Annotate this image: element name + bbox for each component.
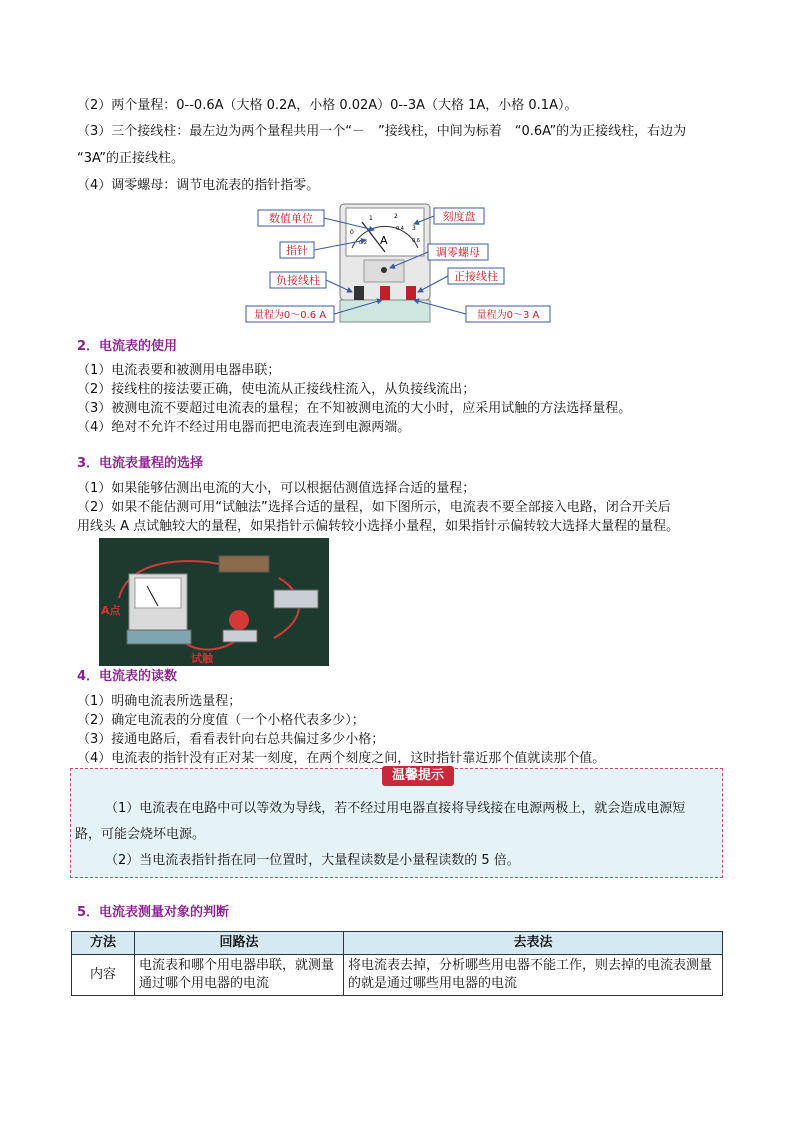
ammeter-svg [244, 200, 554, 328]
label-trial-touch: 试触 [191, 652, 213, 665]
tip-line-1: （1）电流表在电路中可以等效为导线，若不经过用电器直接将导线接在电源两极上，就会造成电源短 [105, 801, 686, 816]
label-unit: 数值单位 [269, 212, 313, 225]
pos-terminal-large [406, 286, 416, 300]
label-scale: 刻度盘 [442, 210, 476, 223]
tick-6: 0.6 [412, 238, 420, 244]
table-header-row [72, 932, 723, 955]
terminal-text-cont: “3A”的正接线柱。 [77, 151, 185, 166]
usage-item-2: （2）接线柱的接法要正确，使电流从正接线柱流入，从负接线流出； [77, 382, 476, 397]
table-header: 去表法 [344, 932, 723, 955]
range-item-3: 用线头 A 点试触较大的量程，如果指针示偏转较小选择小量程，如果指针示偏转较大选择大量程的量程。 [77, 519, 680, 534]
label-range-large: 量程为0～3 A [476, 310, 540, 321]
terminal-text: （3）三个接线柱：最左边为两个量程共用一个“－ ”接线柱，中间为标着 “0.6A”的为正接线柱，右边为 [77, 124, 687, 139]
usage-item-3: （3）被测电流不要超过电流表的量程；在不知被测电流的大小时，应采用试触的方法选择量程。 [77, 401, 632, 416]
neg-terminal [354, 286, 364, 300]
warm-tip-title: 温馨提示 [382, 766, 454, 786]
trial-touch-circuit [99, 538, 329, 666]
table-cell: 电流表和哪个用电器串联，就测量通过哪个用电器的电流 [135, 955, 344, 996]
tip-line-3: （2）当电流表指针指在同一位置时，大量程读数是小量程读数的 5 倍。 [105, 853, 520, 868]
section-heading-target: 5．电流表测量对象的判断 [77, 905, 230, 920]
meter-base [340, 300, 430, 322]
range-text: （2）两个量程：0--0.6A（大格 0.2A，小格 0.02A）0--3A（大格 1A，小格 0.1A）。 [77, 98, 578, 113]
meter-dial [346, 208, 424, 256]
ammeter-diagram [244, 200, 554, 328]
section-heading-range: 3．电流表量程的选择 [77, 456, 204, 471]
circuit-battery [219, 556, 269, 572]
circuit-bulb [229, 610, 249, 630]
tick-2: 2 [394, 213, 398, 220]
tip-line-2: 路，可能会烧坏电源。 [75, 827, 206, 842]
range-item-2: （2）如果不能估测可用“试触法”选择合适的量程，如下图所示，电流表不要全部接入电路，闭合开关后 [77, 500, 671, 515]
circuit-switch [274, 590, 318, 608]
label-pointer: 指针 [286, 244, 308, 257]
reading-item-1: （1）明确电流表所选量程； [77, 694, 242, 709]
table-header: 方法 [72, 932, 135, 955]
tick-1: 1 [369, 215, 373, 222]
circuit-svg [99, 538, 329, 666]
section-heading-usage: 2．电流表的使用 [77, 339, 178, 354]
zero-nut-text: （4）调零螺母：调节电流表的指针指零。 [77, 178, 320, 193]
table-row-label: 内容 [72, 955, 135, 996]
label-range-small: 量程为0～0.6 A [253, 310, 327, 321]
table-header: 回路法 [135, 932, 344, 955]
usage-item-4: （4）绝对不允许不经过用电器而把电流表连到电源两端。 [77, 420, 411, 435]
section-heading-reading: 4．电流表的读数 [77, 669, 178, 684]
tick-3: 3 [412, 225, 416, 232]
range-item-1: （1）如果能够估测出电流的大小，可以根据估测值选择合适的量程； [77, 481, 476, 496]
zero-nut [381, 267, 387, 273]
label-a-point: A点 [101, 604, 121, 617]
usage-item-1: （1）电流表要和被测用电器串联； [77, 363, 281, 378]
tick-4: 0.2 [359, 240, 367, 246]
pos-terminal-small [380, 286, 390, 300]
reading-item-2: （2）确定电流表的分度值（一个小格代表多少）； [77, 713, 365, 728]
dial-letter: A [380, 234, 388, 247]
warm-tip-box [70, 768, 723, 878]
label-zero-nut: 调零螺母 [436, 246, 480, 259]
tick-5: 0.4 [396, 226, 404, 232]
method-table [71, 931, 723, 996]
table-row [72, 955, 723, 996]
label-pos-terminal: 正接线柱 [454, 270, 498, 283]
reading-item-3: （3）接通电路后，看看表针向右总共偏过多少小格； [77, 732, 385, 747]
reading-item-4: （4）电流表的指针没有正对某一刻度，在两个刻度之间，这时指针靠近那个值就读那个值。 [77, 751, 606, 766]
label-neg-terminal: 负接线柱 [276, 274, 320, 287]
table-cell: 将电流表去掉，分析哪些用电器不能工作，则去掉的电流表测量的就是通过哪些用电器的电流 [344, 955, 723, 996]
tick-0: 0 [350, 229, 354, 236]
